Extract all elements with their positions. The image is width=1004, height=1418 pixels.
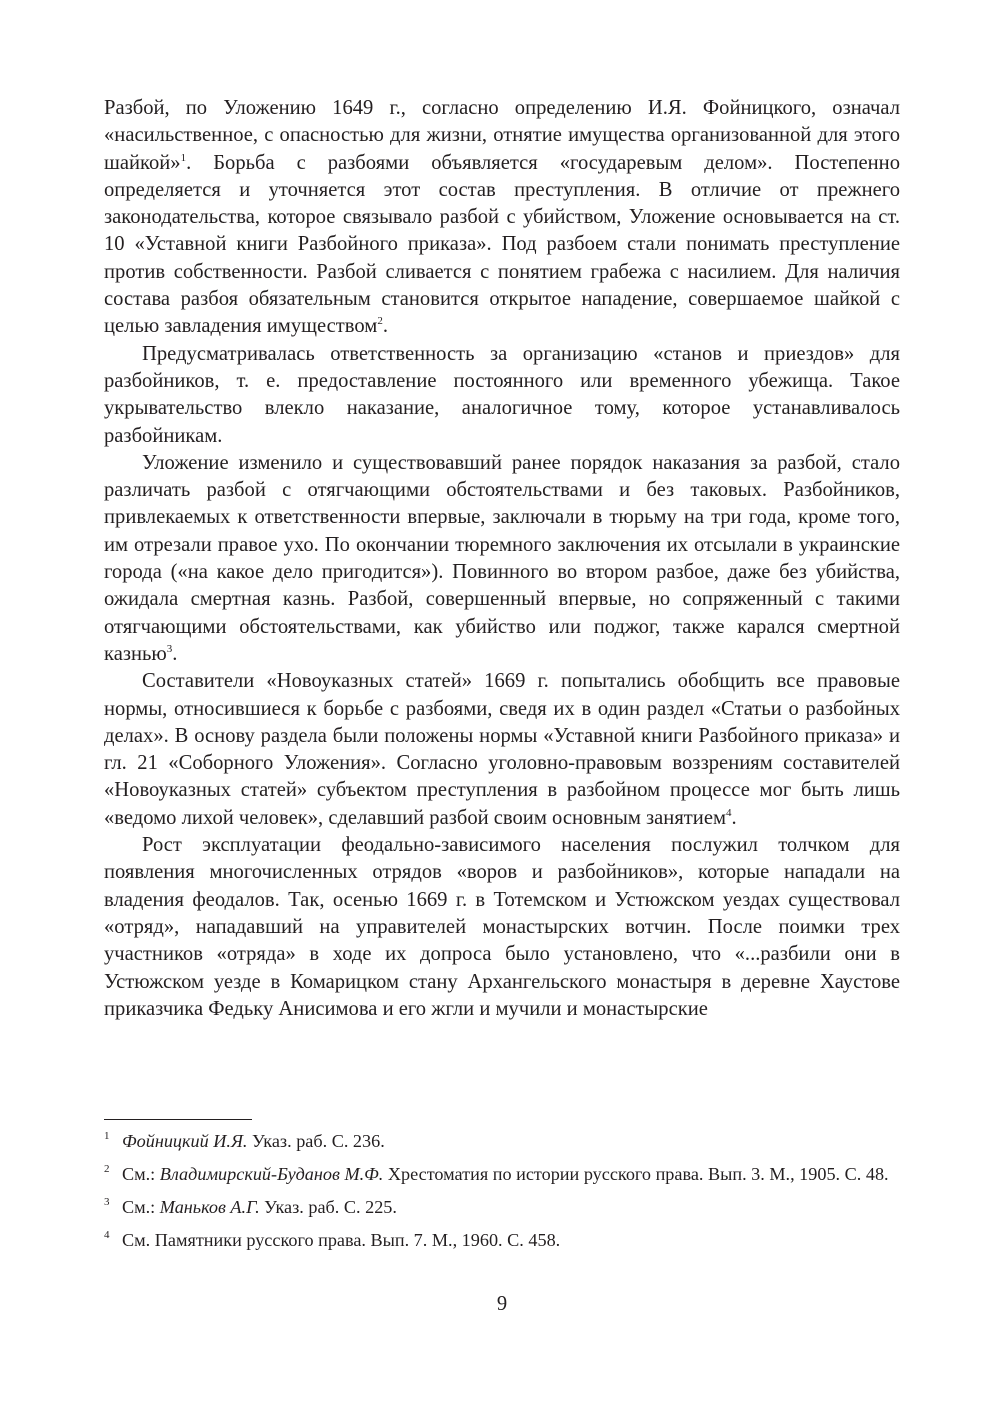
page-number: 9 xyxy=(496,1293,508,1315)
paragraph-text: . Борьба с разбоями объявляется «государевым делом». Постепенно определяется и уточняется этот состав преступления. В отличие от прежнего законодательства, которое связывало разбой с убийством, Уложение основывается на ст. 10 «Уставной книги Разбойного приказа». Под разбоем стали понимать преступление против собственности. Разбой сливается с понятием грабежа с насилием. Для наличия состава разбоя обязательным становится открытое нападение, совершаемое шайкой с целью завладения имуществом xyxy=(104,151,900,338)
paragraph-text: Разбой, по Уложению 1649 г., согласно определению И.Я. Фойницкого, означал «насильственное, с опасностью для жизни, отнятие имущества организованной для этого шайкой» xyxy=(104,97,900,174)
footnote-4 xyxy=(104,1228,900,1252)
paragraph-1 xyxy=(104,95,900,341)
footnote-author: Владимирский-Буданов М.Ф. xyxy=(159,1164,384,1184)
paragraph-3 xyxy=(104,450,900,668)
footnote-2 xyxy=(104,1162,900,1186)
paragraph-text: Рост эксплуатации феодально-зависимого населения послужил толчком для появления многочисленных отрядов «воров и разбойников», которые нападали на владения феодалов. Так, осенью 1669 г. в Тотемском и Устюжском уездах существовал «отряд», нападавший на управителей монастырских вотчин. После поимки трех участников «отряда» в ходе их допроса было установлено, что «...разбили они в Устюжском уезде в Комарицком стану Архангельского монастыря в деревне Хаустове приказчика Федьку Анисимова и его жгли и мучили и монастырские xyxy=(104,834,900,1020)
paragraph-text: . xyxy=(731,806,737,829)
footnote-ref-3[interactable]: 3 xyxy=(166,642,173,655)
footnote-text: Хрестоматия по истории русского права. Вып. 3. М., 1905. С. 48. xyxy=(383,1164,889,1184)
footnote-ref-4[interactable]: 4 xyxy=(726,806,732,819)
footnote-prefix: См.: xyxy=(122,1197,160,1217)
body-text xyxy=(104,95,900,1023)
paragraph-text: . xyxy=(172,642,178,665)
footnote-text: Указ. раб. С. 236. xyxy=(247,1131,385,1151)
footnote-number: 3 xyxy=(104,1196,110,1208)
footnote-author: Маньков А.Г. xyxy=(159,1197,260,1217)
footnote-number: 1 xyxy=(104,1130,110,1142)
paragraph-text: . xyxy=(382,315,388,338)
footnote-text: Указ. раб. С. 225. xyxy=(259,1197,397,1217)
paragraph-5 xyxy=(104,832,900,1023)
footnote-prefix: См. Памятники русского права. Вып. 7. М., 1960. С. 458. xyxy=(122,1230,561,1250)
footnotes xyxy=(104,1129,900,1261)
paragraph-text: Предусматривалась ответственность за организацию «станов и приездов» для разбойников, т. е. предоставление постоянного или временного убежища. Такое укрывательство влекло наказание, аналогичное тому, которое устанавливалось разбойникам. xyxy=(104,342,900,447)
footnote-number: 2 xyxy=(104,1163,110,1175)
footnote-ref-1[interactable]: 1 xyxy=(180,151,187,164)
footnote-author: Фойницкий И.Я. xyxy=(122,1131,248,1151)
paragraph-text: Уложение изменило и существовавший ранее порядок наказания за разбой, стало различать разбой с отягчающими обстоятельствами и без таковых. Разбойников, привлекаемых к ответственности впервые, заключали в тюрьму на три года, кроме того, им отрезали правое ухо. По окончании тюремного заключения их отсылали в украинские города («на какое дело пригодится»). Повинного во втором разбое, даже без убийства, ожидала смертная казнь. Разбой, совершенный впервые, но сопряженный с такими отягчающими обстоятельствами, как убийство или поджог, также карался смертной казнью xyxy=(104,451,900,665)
footnote-ref-2[interactable]: 2 xyxy=(377,315,383,328)
footnote-prefix: См.: xyxy=(122,1164,160,1184)
footnote-1 xyxy=(104,1129,900,1153)
footnote-number: 4 xyxy=(104,1229,110,1241)
paragraph-text: Составители «Новоуказных статей» 1669 г. попытались обобщить все правовые нормы, относившиеся к борьбе с разбоями, сведя их в один раздел «Статьи о разбойных делах». В основу раздела были положены нормы «Уставной книги Разбойного приказа» и гл. 21 «Соборного Уложения». Согласно уголовно-правовым воззрениям составителей «Новоуказных статей» субъектом преступления в разбойном процессе мог быть лишь «ведомо лихой человек», сделавший разбой своим основным занятием xyxy=(104,670,900,829)
paragraph-2 xyxy=(104,341,900,450)
footnote-3 xyxy=(104,1195,900,1219)
paragraph-4 xyxy=(104,668,900,832)
footnote-separator xyxy=(104,1119,252,1120)
